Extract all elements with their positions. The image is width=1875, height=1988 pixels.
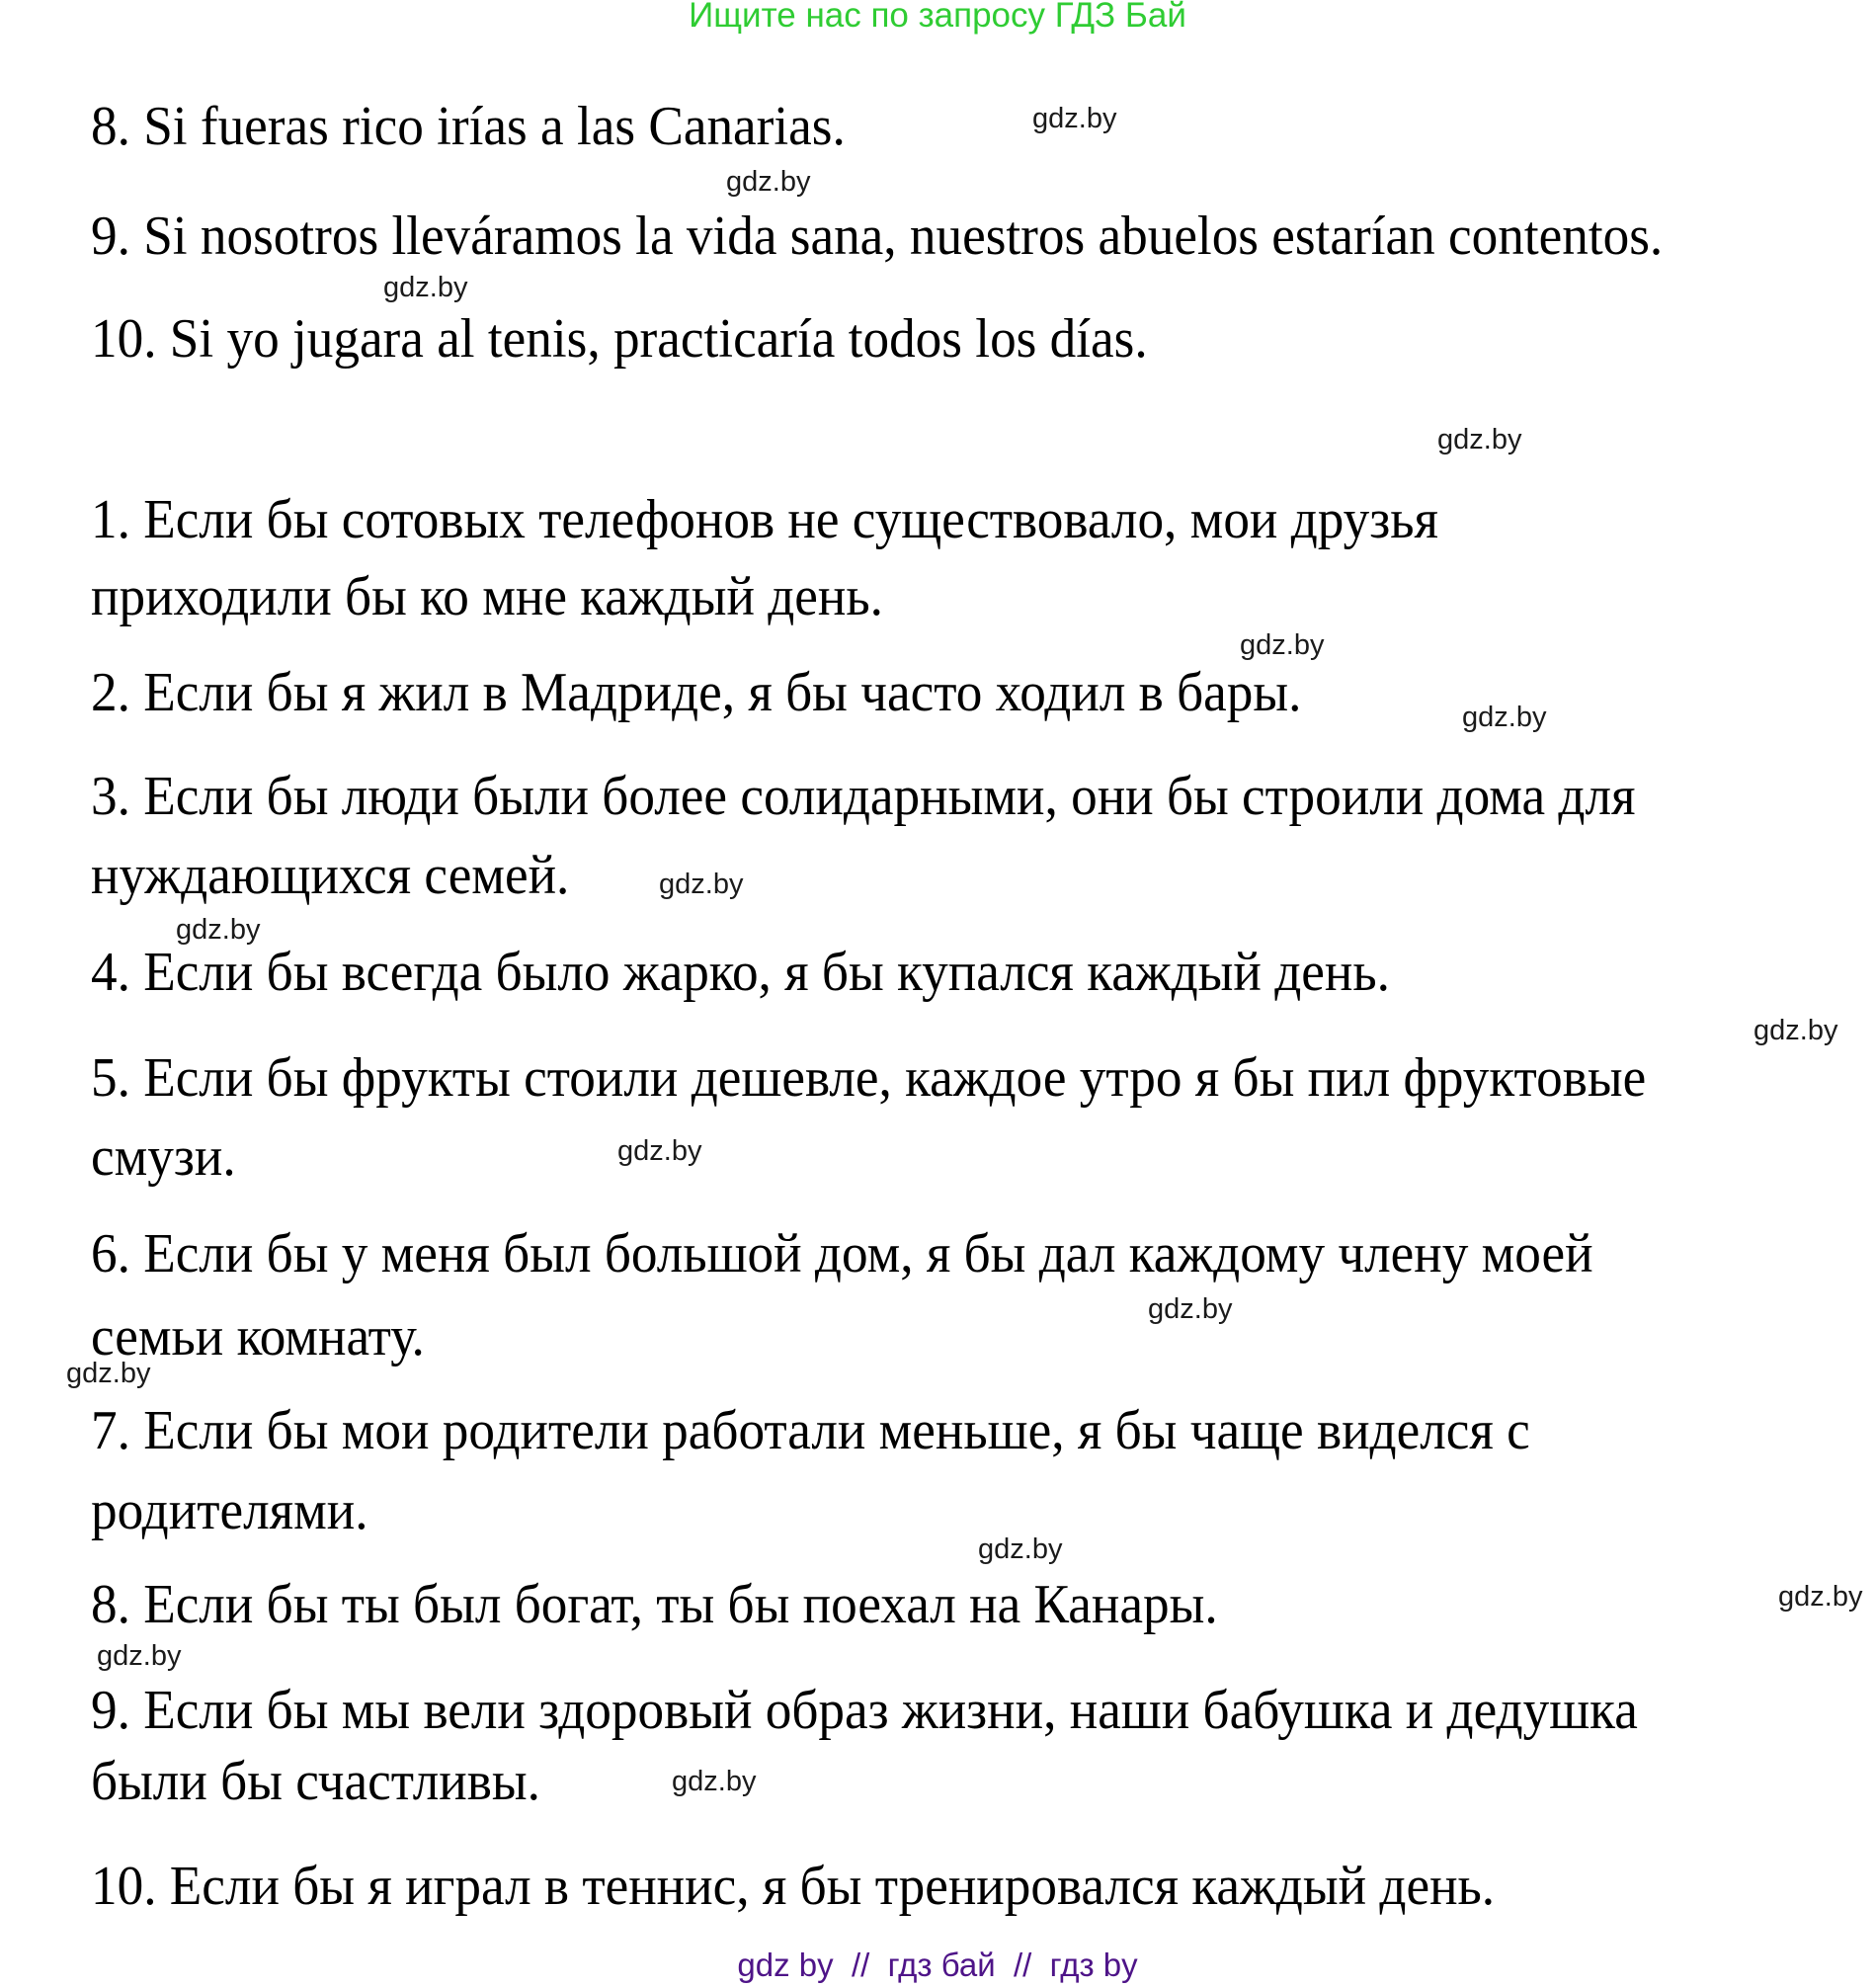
russian-answer-6-line-1: 6. Если бы у меня был большой дом, я бы дал каждому члену моей [91, 1223, 1593, 1284]
gdz-watermark: gdz.by [1753, 1015, 1838, 1046]
russian-answer-2: 2. Если бы я жил в Мадриде, я бы часто ходил в бары. [91, 662, 1302, 723]
spanish-answer-8: 8. Si fueras rico irías a las Canarias. [91, 96, 846, 157]
spanish-answer-10: 10. Si yo jugara al tenis, practicaría todos los días. [91, 308, 1148, 370]
russian-answer-7-line-1: 7. Если бы мои родители работали меньше, я бы чаще виделся с [91, 1400, 1530, 1461]
gdz-watermark: gdz.by [726, 166, 811, 198]
gdz-watermark: gdz.by [617, 1135, 702, 1167]
gdz-watermark: gdz.by [672, 1766, 757, 1797]
russian-answer-9-line-1: 9. Если бы мы вели здоровый образ жизни, наши бабушка и дедушка [91, 1680, 1638, 1741]
gdz-watermark: gdz.by [97, 1640, 182, 1672]
russian-answer-6-line-2: семьи комнату. [91, 1306, 425, 1367]
russian-answer-4: 4. Если бы всегда было жарко, я бы купался каждый день. [91, 942, 1390, 1003]
russian-answer-10: 10. Если бы я играл в теннис, я бы тренировался каждый день. [91, 1856, 1496, 1917]
gdz-watermark: gdz.by [1240, 629, 1325, 661]
gdz-watermark: gdz.by [978, 1533, 1063, 1565]
gdz-watermark: gdz.by [383, 272, 468, 303]
russian-answer-9-line-2: были бы счастливы. [91, 1751, 540, 1812]
gdz-watermark: gdz.by [1437, 424, 1522, 456]
gdz-watermark: gdz.by [1032, 103, 1117, 134]
gdz-watermark: gdz.by [659, 869, 744, 900]
spanish-answer-9: 9. Si nosotros lleváramos la vida sana, nuestros abuelos estarían contentos. [91, 206, 1664, 267]
russian-answer-8: 8. Если бы ты был богат, ты бы поехал на Канары. [91, 1574, 1218, 1635]
gdz-watermark: gdz.by [1148, 1293, 1233, 1325]
russian-answer-3-line-2: нуждающихся семей. [91, 845, 570, 906]
gdz-watermark: gdz.by [1462, 702, 1547, 733]
russian-answer-1-line-1: 1. Если бы сотовых телефонов не существовало, мои друзья [91, 489, 1439, 550]
promo-banner: Ищите нас по запросу ГДЗ Бай [689, 0, 1186, 35]
russian-answer-7-line-2: родителями. [91, 1480, 368, 1541]
gdz-watermark: gdz.by [176, 914, 261, 946]
russian-answer-3-line-1: 3. Если бы люди были более солидарными, они бы строили дома для [91, 766, 1636, 827]
russian-answer-1-line-2: приходили бы ко мне каждый день. [91, 566, 883, 627]
gdz-watermark: gdz.by [1778, 1581, 1863, 1613]
russian-answer-5-line-2: смузи. [91, 1126, 236, 1188]
gdz-watermark: gdz.by [66, 1358, 151, 1389]
russian-answer-5-line-1: 5. Если бы фрукты стоили дешевле, каждое утро я бы пил фруктовые [91, 1047, 1647, 1109]
footer-site-links: gdz by // гдз бай // гдз by [737, 1947, 1138, 1983]
